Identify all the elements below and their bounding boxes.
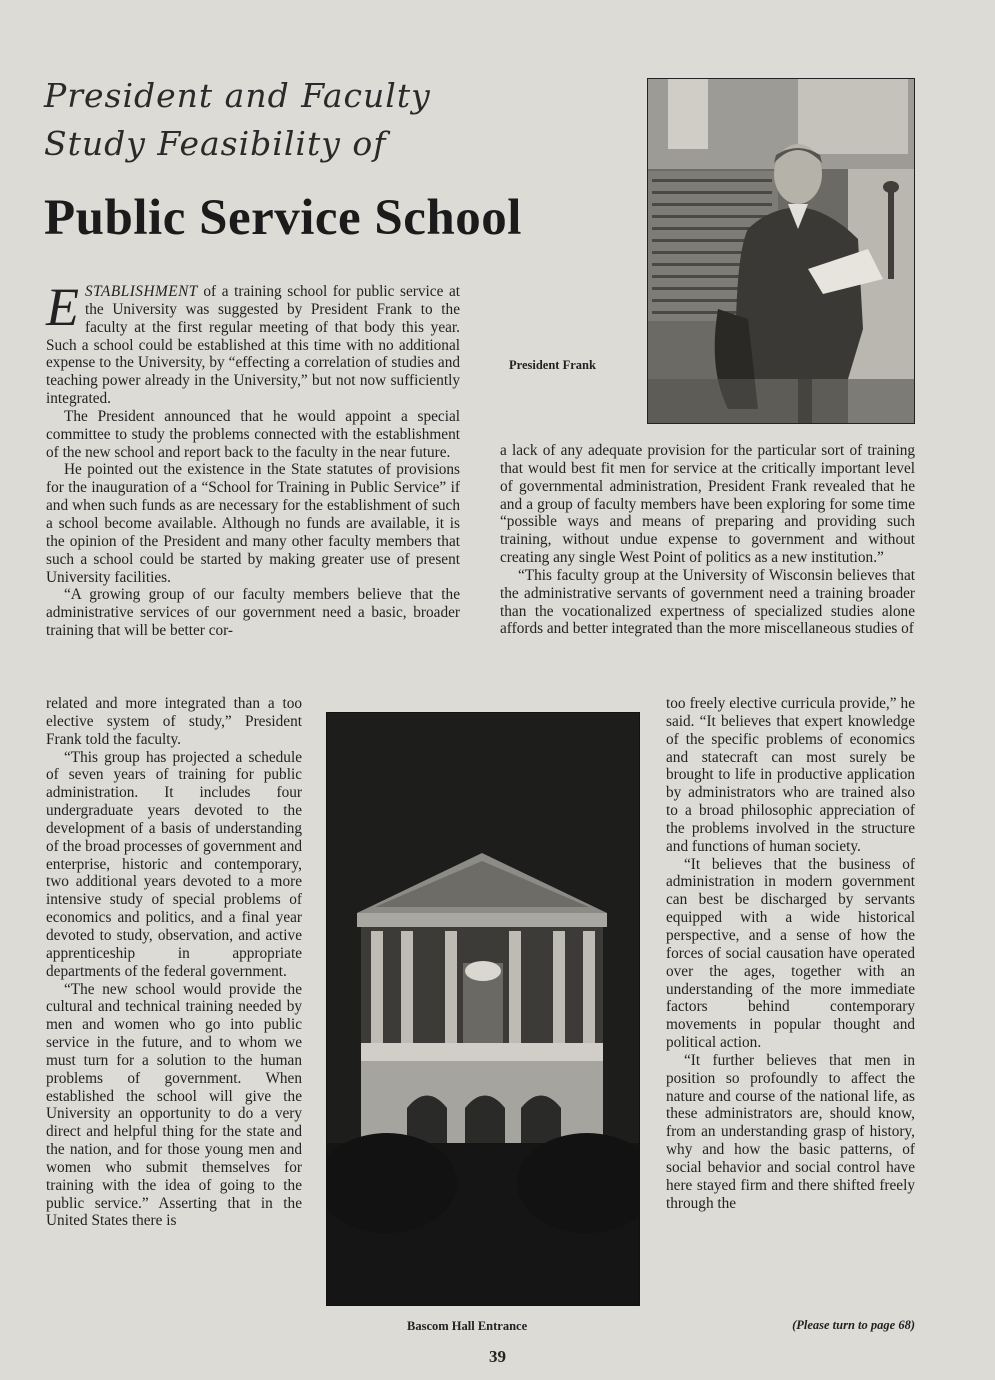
article-paragraph-7: a lack of any adequate provision for the particular sort of training that would best fit men for service at the critically important level of governmental administration, President Frank revealed that he and a group of faculty members have been exploring for some time “possible ways and means of preparing and providing such training, without undue expense to government and without creating any single West Point of politics as a new institution.”	[500, 442, 915, 567]
continuation-note: (Please turn to page 68)	[792, 1318, 915, 1332]
bascom-hall-caption: Bascom Hall Entrance	[407, 1319, 528, 1333]
article-paragraph-6: “The new school would provide the cultural and technical training needed by men and women who go into public service in the future, and to whom we must turn for a solution to the human problems of government. When established the school will give the University an opportunity to do a very direct and helpful thing for the state and the nation, and for those young men and women who submit themselves for training with the idea of going to the public service.” Asserting that in the United States there is	[46, 980, 302, 1230]
script-heading-line-2: Study Feasibility of	[44, 124, 387, 163]
article-column-left-top	[46, 277, 460, 640]
president-frank-photo-image	[648, 79, 914, 423]
drop-cap-letter: E	[46, 277, 79, 337]
paragraph-1-text: of a training school for public service at the University was suggested by President Frank to the faculty at the first regular meeting of that body this year. Such a school could be established at this time with no additional expense to the University, by “effecting a correlation of studies and teaching power already in the University,” but not now sufficiently integrated.	[46, 283, 460, 408]
article-column-left-narrow	[46, 695, 302, 1230]
article-paragraph-2: The President announced that he would appoint a special committee to study the problems connected with the establishment of the new school and report back to the faculty in the near future.	[46, 407, 460, 461]
article-paragraph-9: “It believes that the business of administration in modern government can best be discharged by servants equipped with a wide historical perspective, and a sense of how the forces of social causation have operated over the ages, together with an understanding of the more immediate factors behind contemporary movements in popular thought and political action.	[666, 855, 915, 1052]
article-paragraph-4a: “A growing group of our faculty members believe that the administrative services of our government need a basic, broader training that will be better cor-	[46, 586, 460, 640]
president-frank-caption: President Frank	[509, 358, 596, 372]
article-column-right-narrow	[666, 695, 915, 1212]
article-column-right-top	[500, 442, 915, 638]
script-heading	[44, 72, 464, 168]
article-paragraph-1	[46, 277, 460, 408]
president-frank-photo	[647, 78, 915, 424]
bascom-hall-photo	[326, 712, 640, 1306]
article-paragraph-4b: related and more integrated than a too elective system of study,” President Frank told the faculty.	[46, 695, 302, 748]
article-paragraph-8a: “This faculty group at the University of Wisconsin believes that the administrative servants of government need a training broader than the vocationalized expertness of specialized studies alone affords and better integrated than the more miscellaneous studies of	[500, 566, 915, 638]
page-number: 39	[489, 1347, 506, 1366]
article-title: Public Service School	[44, 190, 522, 246]
article-paragraph-5: “This group has projected a schedule of seven years of training for public administration. It includes four undergraduate years devoted to the development of a basis of understanding of the broad processes of government and enterprise, historic and contemporary, two additional years devoted to a more intensive study of special problems of economics and politics, and a final year devoted to study, observation, and active apprenticeship in appropriate departments of the federal government.	[46, 748, 302, 980]
article-paragraph-8b: too freely elective curricula provide,” he said. “It believes that expert knowledge of the specific problems of economics and statecraft can most surely be brought to life in productive application by administrators who are trained also to a broad philosophic appreciation of the problems involved in the structure and functions of human society.	[666, 695, 915, 855]
bascom-hall-photo-image	[327, 713, 639, 1305]
article-paragraph-3: He pointed out the existence in the State statutes of provisions for the inauguration of a “School for Training in Public Service” if and when such funds as are necessary for the establishment of such a school become available. Although no funds are available, it is the opinion of the President and many other faculty members that such a school could be started by making greater use of present University facilities.	[46, 461, 460, 586]
script-heading-line-1: President and Faculty	[44, 76, 431, 115]
lead-caps: STABLISHMENT	[85, 283, 198, 300]
article-paragraph-10: “It further believes that men in position so profoundly to affect the nature and course of the national life, as these administrators are, should know, from an understanding grasp of history, why and how the basic patterns, of social behavior and social control have here stayed firm and there shifted freely through the	[666, 1051, 915, 1212]
